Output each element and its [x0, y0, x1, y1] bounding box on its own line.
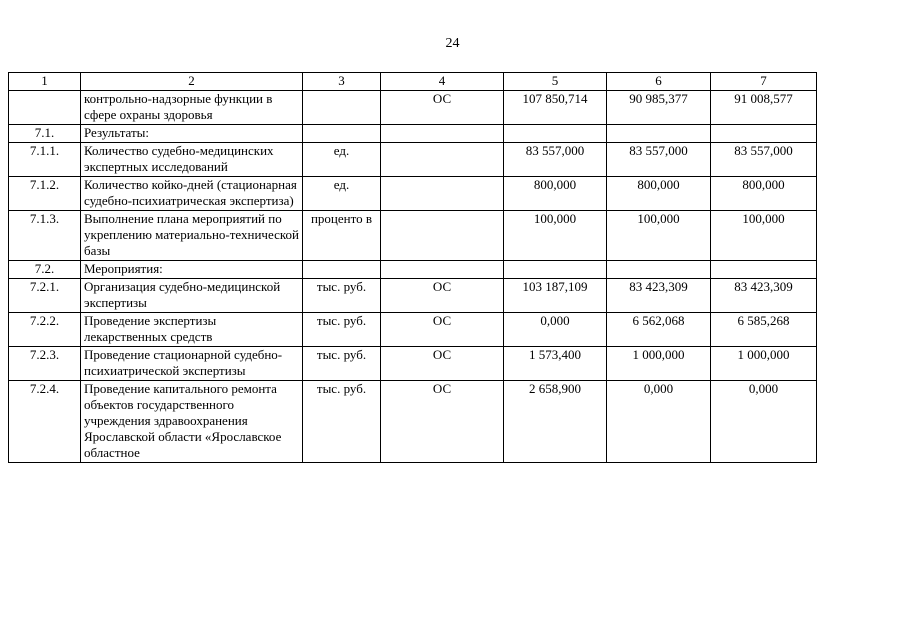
row-value-col6 — [607, 261, 711, 279]
row-name: Проведение стационарной судебно-психиатрической экспертизы — [81, 347, 303, 381]
row-unit: тыс. руб. — [303, 381, 381, 463]
row-value-col6 — [607, 125, 711, 143]
row-value-col6: 6 562,068 — [607, 313, 711, 347]
row-unit: тыс. руб. — [303, 313, 381, 347]
row-code: 7.1.3. — [9, 211, 81, 261]
row-value-col6: 83 557,000 — [607, 143, 711, 177]
table-row — [9, 143, 817, 177]
table-header-row — [9, 73, 817, 91]
row-source: ОС — [381, 91, 504, 125]
row-name: Проведение экспертизы лекарственных средств — [81, 313, 303, 347]
header-cell: 2 — [81, 73, 303, 91]
row-unit: ед. — [303, 177, 381, 211]
row-source — [381, 211, 504, 261]
header-cell: 1 — [9, 73, 81, 91]
row-value-col5: 2 658,900 — [504, 381, 607, 463]
table-row — [9, 381, 817, 463]
header-cell: 6 — [607, 73, 711, 91]
header-cell: 4 — [381, 73, 504, 91]
row-name: Количество койко-дней (стационарная судебно-психиатрическая экспертиза) — [81, 177, 303, 211]
row-code: 7.1.2. — [9, 177, 81, 211]
row-unit: тыс. руб. — [303, 279, 381, 313]
row-code: 7.2. — [9, 261, 81, 279]
row-source: ОС — [381, 279, 504, 313]
row-source: ОС — [381, 347, 504, 381]
row-name: Количество судебно-медицинских экспертных исследований — [81, 143, 303, 177]
row-value-col7 — [711, 125, 817, 143]
row-value-col5: 83 557,000 — [504, 143, 607, 177]
row-value-col5: 103 187,109 — [504, 279, 607, 313]
row-value-col7: 6 585,268 — [711, 313, 817, 347]
row-value-col7: 1 000,000 — [711, 347, 817, 381]
row-value-col6: 90 985,377 — [607, 91, 711, 125]
row-code: 7.2.1. — [9, 279, 81, 313]
row-unit — [303, 261, 381, 279]
row-code: 7.2.3. — [9, 347, 81, 381]
row-value-col6: 1 000,000 — [607, 347, 711, 381]
row-value-col5: 800,000 — [504, 177, 607, 211]
row-value-col6: 800,000 — [607, 177, 711, 211]
row-name: Проведение капитального ремонта объектов государственного учреждения здравоохранения Ярославской области «Ярославское областное — [81, 381, 303, 463]
row-name: Организация судебно-медицинской экспертизы — [81, 279, 303, 313]
row-source: ОС — [381, 381, 504, 463]
header-cell: 3 — [303, 73, 381, 91]
row-unit: проценто в — [303, 211, 381, 261]
table-row — [9, 91, 817, 125]
table-row — [9, 211, 817, 261]
row-unit: тыс. руб. — [303, 347, 381, 381]
row-source — [381, 261, 504, 279]
row-code — [9, 91, 81, 125]
row-name: Выполнение плана мероприятий по укреплению материально-технической базы — [81, 211, 303, 261]
table-row — [9, 279, 817, 313]
page-number: 24 — [445, 36, 460, 51]
row-source — [381, 143, 504, 177]
row-source — [381, 177, 504, 211]
row-value-col7: 83 423,309 — [711, 279, 817, 313]
row-value-col5: 100,000 — [504, 211, 607, 261]
row-name: Мероприятия: — [81, 261, 303, 279]
row-name: контрольно-надзорные функции в сфере охраны здоровья — [81, 91, 303, 125]
table-row — [9, 347, 817, 381]
row-name: Результаты: — [81, 125, 303, 143]
row-value-col5: 107 850,714 — [504, 91, 607, 125]
row-value-col7 — [711, 261, 817, 279]
row-value-col7: 0,000 — [711, 381, 817, 463]
row-value-col7: 100,000 — [711, 211, 817, 261]
row-value-col6: 0,000 — [607, 381, 711, 463]
table-row — [9, 261, 817, 279]
row-value-col7: 83 557,000 — [711, 143, 817, 177]
row-value-col6: 100,000 — [607, 211, 711, 261]
row-value-col5 — [504, 261, 607, 279]
table-row — [9, 313, 817, 347]
row-code: 7.1.1. — [9, 143, 81, 177]
header-cell: 5 — [504, 73, 607, 91]
header-cell: 7 — [711, 73, 817, 91]
budget-table — [8, 72, 817, 463]
row-value-col7: 91 008,577 — [711, 91, 817, 125]
row-value-col5 — [504, 125, 607, 143]
row-value-col5: 0,000 — [504, 313, 607, 347]
row-unit — [303, 91, 381, 125]
row-source — [381, 125, 504, 143]
row-code: 7.2.2. — [9, 313, 81, 347]
table-row — [9, 177, 817, 211]
row-unit: ед. — [303, 143, 381, 177]
table-row — [9, 125, 817, 143]
row-code: 7.1. — [9, 125, 81, 143]
row-unit — [303, 125, 381, 143]
row-value-col5: 1 573,400 — [504, 347, 607, 381]
row-value-col6: 83 423,309 — [607, 279, 711, 313]
row-value-col7: 800,000 — [711, 177, 817, 211]
row-code: 7.2.4. — [9, 381, 81, 463]
row-source: ОС — [381, 313, 504, 347]
